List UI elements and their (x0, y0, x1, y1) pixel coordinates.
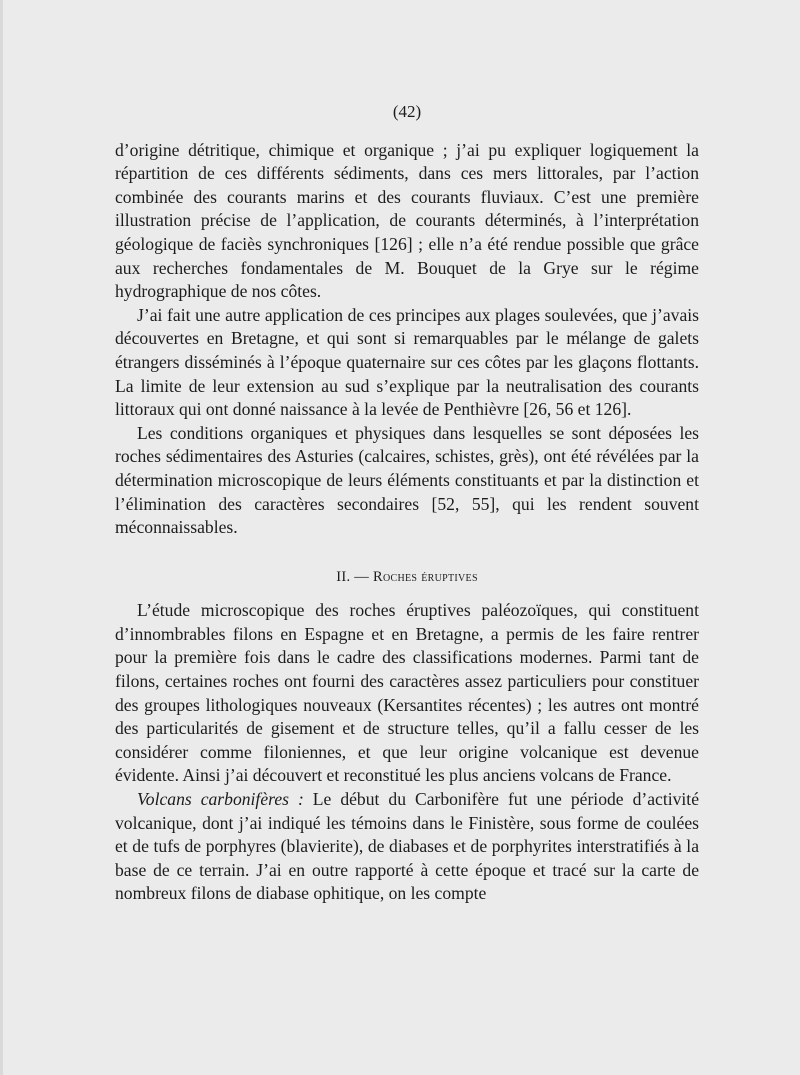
volcans-text: Le début du Carbonifère fut une période d’activité volcanique, dont j’ai indiqué les témoins dans le Finistère, sous forme de coulées et de tufs de porphyres (blavierite), de diabases et de porphyrites interstratifiés à la base de ce terrain. J’ai en outre rapporté à cette époque et tracé sur la carte de nombreux filons de diabase ophitique, on les compte (115, 789, 700, 904)
paragraph-asturies: Les conditions organiques et physiques dans lesquelles se sont déposées les roches sédimentaires des Asturies (calcaires, schistes, grès), ont été révélées par la détermination microscopique de leurs éléments constituants et par la distinction et l’élimination des caractères secondaires [52, 55], qui les rendent souvent méconnaissables. (115, 422, 699, 538)
page-number: (42) (392, 102, 422, 121)
paragraph-eruptives: L’étude microscopique des roches éruptives paléozoïques, qui constituent d’innombrables filons en Espagne et en Bretagne, a permis de les faire rentrer pour la première fois dans le cadre des classifications modernes. Parmi tant de filons, certaines roches ont fourni des caractères assez particuliers pour constituer des groupes lithologiques nouveaux (Kersantites récentes) ; les autres ont montré des particularités de gisement et de structure telles, qu’il a fallu cesser de les considérer comme filoniennes, et que leur origine volcanique est devenue évidente. Ainsi j’ai découvert et reconstitué les plus anciens volcans de France. (115, 600, 699, 786)
section-heading (115, 566, 699, 590)
paragraph-volcans (115, 788, 699, 906)
volcans-lead: Volcans carbonifères : (137, 789, 304, 810)
section-title: Roches éruptives (373, 568, 478, 585)
paragraph-origine: d’origine détritique, chimique et organique ; j’ai pu expliquer logiquement la répartition de ces différents sédiments, dans ces mers littorales, par l’action combinée des courants marins et des courants fluviaux. C’est une première illustration précise de l’application, de courants déterminés, à l’interprétation géologique de faciès synchroniques [126] ; elle n’a été rendue possible que grâce aux recherches fondamentales de M. Bouquet de la Grye sur le régime hydrographique de nos côtes. (115, 139, 699, 302)
section-number: II. — (336, 568, 374, 585)
paragraph-plages: J’ai fait une autre application de ces principes aux plages soulevées, que j’avais découvertes en Bretagne, et qui sont si remarquables par le mélange de galets étrangers disséminés à l’époque quaternaire sur ces côtes par les glaçons flottants. La limite de leur extension au sud s’explique par la neutralisation des courants littoraux qui ont donné naissance à la levée de Penthièvre [26, 56 et 126]. (115, 304, 699, 420)
text-block (115, 100, 699, 906)
